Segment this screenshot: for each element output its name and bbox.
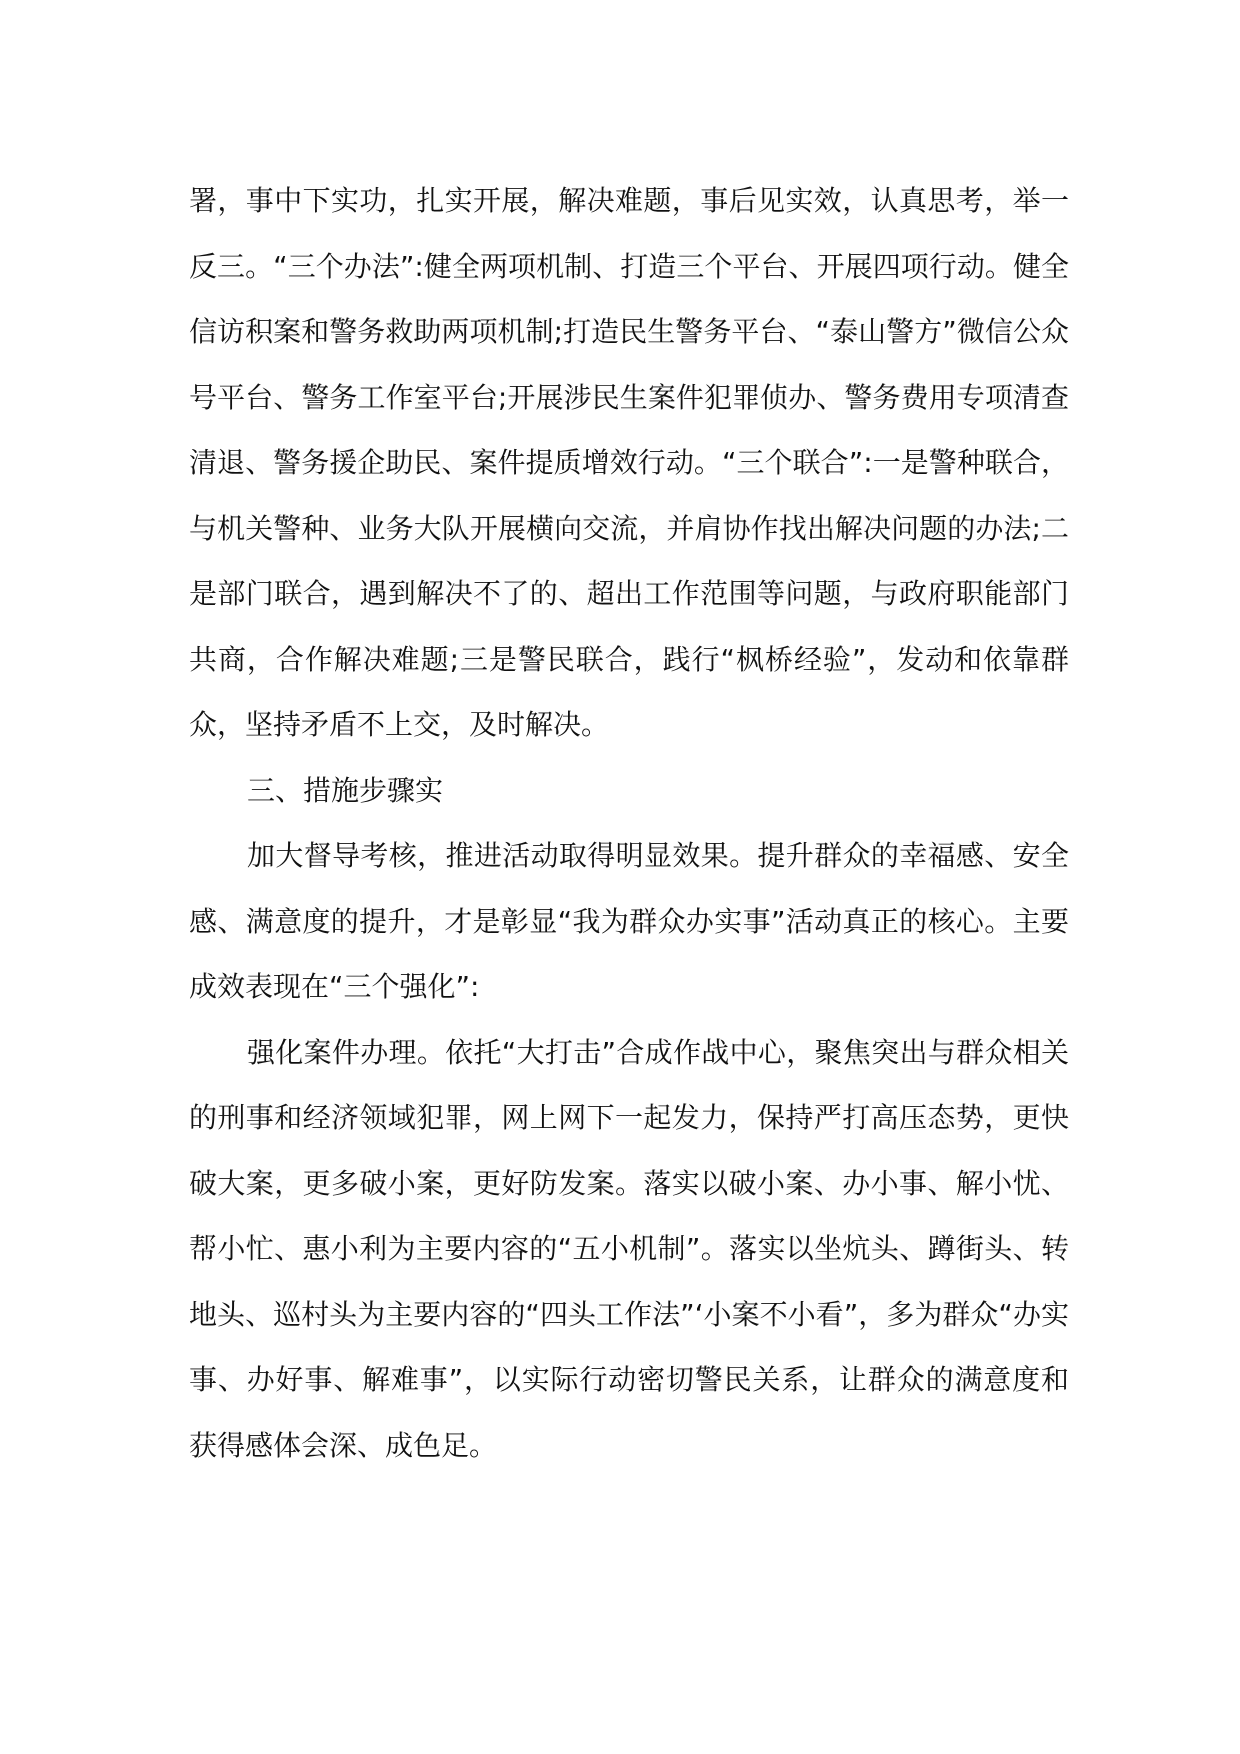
paragraph-continuation: 署，事中下实功，扎实开展，解决难题，事后见实效，认真思考，举一反三。“三个办法”:健全两项机制、打造三个平台、开展四项行动。健全信访积案和警务救助两项机制;打造民生警务平台、“泰山警方”微信公众号平台、警务工作室平台;开展涉民生案件犯罪侦办、警务费用专项清查清退、警务援企助民、案件提质增效行动。“三个联合”:一是警种联合，与机关警种、业务大队开展横向交流，并肩协作找出解决问题的办法;二是部门联合，遇到解决不了的、超出工作范围等问题，与政府职能部门共商，合作解决难题;三是警民联合，践行“枫桥经验”，发动和依靠群众，坚持矛盾不上交，及时解决。 — [189, 184, 1069, 741]
paragraph: 加大督导考核，推进活动取得明显效果。提升群众的幸福感、安全感、满意度的提升，才是彰显“我为群众办实事”活动真正的核心。主要成效表现在“三个强化”: — [189, 839, 1069, 1003]
document-body — [189, 168, 1069, 1478]
paragraph: 强化案件办理。依托“大打击”合成作战中心，聚焦突出与群众相关的刑事和经济领域犯罪，网上网下一起发力，保持严打高压态势，更快破大案，更多破小案，更好防发案。落实以破小案、办小事、解小忧、帮小忙、惠小利为主要内容的“五小机制”。落实以坐炕头、蹲街头、转地头、巡村头为主要内容的“四头工作法”‘小案不小看”，多为群众“办实事、办好事、解难事”，以实际行动密切警民关系，让群众的满意度和获得感体会深、成色足。 — [189, 1035, 1069, 1462]
section-heading: 三、措施步骤实 — [247, 773, 444, 807]
